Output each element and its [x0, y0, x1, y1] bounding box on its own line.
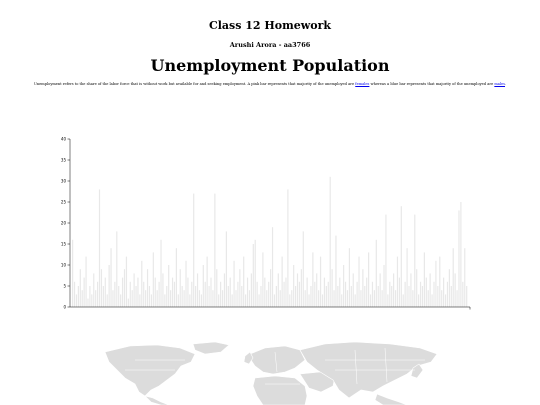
bar: [134, 273, 135, 307]
bar: [299, 282, 300, 307]
description-text-before: Unemployment refers to the share of the labor force that is without work but available for and seeking employment. A pink bar represents that majority of the unemployed are: [33, 82, 356, 86]
bar: [255, 240, 256, 307]
bar: [180, 269, 181, 307]
bar: [137, 278, 138, 307]
bar: [87, 299, 88, 307]
bar: [378, 286, 379, 307]
bar: [260, 286, 261, 307]
y-tick-label: 30: [60, 178, 66, 184]
bar: [368, 252, 369, 307]
bar: [364, 286, 365, 307]
bar: [285, 278, 286, 307]
bar: [99, 189, 100, 307]
bar: [328, 282, 329, 307]
bar: [458, 210, 459, 307]
bar: [372, 282, 373, 307]
bar: [162, 273, 163, 307]
bar: [130, 282, 131, 307]
bar: [462, 282, 463, 307]
bar: [93, 273, 94, 307]
bar: [272, 227, 273, 307]
bar: [283, 282, 284, 307]
bar: [95, 290, 96, 307]
bar: [120, 294, 121, 307]
bar: [228, 286, 229, 307]
bar: [141, 261, 142, 307]
bar: [191, 282, 192, 307]
y-tick-label: 0: [63, 304, 66, 310]
bar: [268, 282, 269, 307]
bar: [420, 282, 421, 307]
bar: [380, 273, 381, 307]
bar: [239, 269, 240, 307]
bar: [282, 257, 283, 307]
bar: [247, 278, 248, 307]
bar: [159, 282, 160, 307]
bar: [208, 286, 209, 307]
bar: [343, 265, 344, 307]
course-heading: Class 12 Homework: [208, 19, 331, 32]
bar: [312, 252, 313, 307]
bar: [245, 294, 246, 307]
bar: [395, 290, 396, 307]
bar: [280, 290, 281, 307]
bar: [184, 290, 185, 307]
bar: [116, 231, 117, 307]
bar: [389, 282, 390, 307]
bar: [233, 261, 234, 307]
bar: [418, 294, 419, 307]
males-link[interactable]: males: [494, 82, 506, 86]
bar: [249, 290, 250, 307]
bar: [164, 294, 165, 307]
bar: [243, 257, 244, 307]
y-tick-label: 10: [60, 262, 66, 268]
bar: [433, 282, 434, 307]
bar: [445, 294, 446, 307]
bar: [218, 294, 219, 307]
bar: [360, 290, 361, 307]
y-tick-label: 15: [60, 241, 66, 247]
bar: [307, 278, 308, 307]
bar: [414, 215, 415, 307]
bar: [97, 282, 98, 307]
bar: [383, 265, 384, 307]
bar: [366, 278, 367, 307]
bar: [220, 282, 221, 307]
bar: [393, 273, 394, 307]
bar: [466, 286, 467, 307]
bar: [351, 286, 352, 307]
bar: [74, 282, 75, 307]
bar: [203, 265, 204, 307]
y-axis: [61, 136, 70, 309]
description-text-middle: whereas a blue bar represents that majority of the unemployed are: [369, 82, 495, 86]
bar: [253, 244, 254, 307]
bar: [212, 290, 213, 307]
bar: [297, 273, 298, 307]
bar: [176, 248, 177, 307]
bar: [266, 290, 267, 307]
bar: [447, 282, 448, 307]
bar: [347, 290, 348, 307]
bar: [428, 290, 429, 307]
bar: [293, 265, 294, 307]
bar: [401, 206, 402, 307]
bar: [258, 294, 259, 307]
bar: [110, 248, 111, 307]
bar: [391, 286, 392, 307]
bar: [439, 257, 440, 307]
bar: [399, 278, 400, 307]
bar: [157, 290, 158, 307]
bar: [214, 194, 215, 307]
y-tick-label: 35: [60, 157, 66, 163]
bar: [376, 240, 377, 307]
bar: [151, 294, 152, 307]
bar: [160, 240, 161, 307]
bar: [308, 294, 309, 307]
bar: [187, 278, 188, 307]
y-tick-label: 20: [60, 220, 66, 226]
bar: [91, 294, 92, 307]
bar: [189, 294, 190, 307]
bar: [387, 294, 388, 307]
bar: [295, 286, 296, 307]
bar: [430, 273, 431, 307]
bar: [408, 286, 409, 307]
bar: [322, 294, 323, 307]
bar: [326, 286, 327, 307]
bar: [305, 290, 306, 307]
bar: [124, 269, 125, 307]
bar: [170, 290, 171, 307]
bar: [451, 286, 452, 307]
bar: [103, 286, 104, 307]
bar: [235, 290, 236, 307]
bar: [226, 231, 227, 307]
bar: [289, 294, 290, 307]
bar: [453, 248, 454, 307]
bar: [410, 273, 411, 307]
bar: [274, 294, 275, 307]
y-tick-label: 40: [60, 136, 66, 142]
bar: [449, 269, 450, 307]
bar: [455, 273, 456, 307]
bar: [132, 290, 133, 307]
bar: [382, 290, 383, 307]
bar: [287, 189, 288, 307]
description-text-after: .: [505, 82, 507, 86]
bar: [412, 290, 413, 307]
bar: [464, 248, 465, 307]
southeast-asia-region: [375, 394, 407, 405]
bar: [405, 282, 406, 307]
bar: [431, 294, 432, 307]
bar: [251, 273, 252, 307]
bar: [264, 278, 265, 307]
bar: [397, 257, 398, 307]
bar: [195, 286, 196, 307]
bar: [185, 261, 186, 307]
bar: [353, 273, 354, 307]
bar: [114, 282, 115, 307]
bar: [112, 290, 113, 307]
bar: [107, 294, 108, 307]
bar: [456, 290, 457, 307]
bar: [435, 261, 436, 307]
bar: [126, 257, 127, 307]
bar: [199, 290, 200, 307]
page-title: Unemployment Population: [150, 56, 390, 75]
bar: [374, 290, 375, 307]
bar: [349, 248, 350, 307]
bar: [270, 269, 271, 307]
bar: [301, 269, 302, 307]
bar: [182, 286, 183, 307]
bar: [178, 294, 179, 307]
bar: [109, 265, 110, 307]
bar: [135, 286, 136, 307]
bar: [78, 286, 79, 307]
north-america-region: [105, 345, 195, 396]
bar: [128, 299, 129, 307]
bar: [426, 278, 427, 307]
bar: [145, 290, 146, 307]
bar: [406, 248, 407, 307]
bar: [337, 286, 338, 307]
bar: [166, 286, 167, 307]
bar: [262, 252, 263, 307]
bar: [207, 257, 208, 307]
bar: [320, 257, 321, 307]
bar: [443, 278, 444, 307]
bar: [303, 231, 304, 307]
bar: [370, 294, 371, 307]
bar: [197, 273, 198, 307]
bar: [355, 294, 356, 307]
bar: [335, 236, 336, 307]
bar: [291, 290, 292, 307]
bar: [82, 290, 83, 307]
bar: [193, 194, 194, 307]
bar: [168, 265, 169, 307]
bar: [216, 269, 217, 307]
bar: [362, 269, 363, 307]
bar: [76, 294, 77, 307]
bar: [358, 257, 359, 307]
bar-group: [72, 177, 467, 307]
bar: [153, 252, 154, 307]
bar: [314, 282, 315, 307]
bar: [72, 240, 73, 307]
bar: [80, 269, 81, 307]
bar: [441, 290, 442, 307]
bar: [147, 269, 148, 307]
bar: [385, 215, 386, 307]
bar: [118, 286, 119, 307]
bar: [460, 202, 461, 307]
bar: [278, 273, 279, 307]
bar: [333, 290, 334, 307]
bar: [85, 257, 86, 307]
bar: [324, 278, 325, 307]
bar: [403, 294, 404, 307]
bar: [237, 282, 238, 307]
bar: [276, 286, 277, 307]
bar: [318, 290, 319, 307]
author-heading: Arushi Arora - aa3766: [229, 41, 311, 49]
bar: [222, 290, 223, 307]
bar: [332, 269, 333, 307]
bar: [139, 294, 140, 307]
bar: [257, 282, 258, 307]
bar: [172, 278, 173, 307]
bar: [149, 286, 150, 307]
bar: [201, 294, 202, 307]
europe-region: [250, 346, 305, 374]
bar: [89, 286, 90, 307]
bar: [230, 278, 231, 307]
bar: [84, 278, 85, 307]
bar: [122, 278, 123, 307]
bar: [232, 294, 233, 307]
bar: [437, 286, 438, 307]
y-tick-label: 25: [60, 199, 66, 205]
bar: [416, 269, 417, 307]
bar: [310, 286, 311, 307]
world-map: [95, 340, 440, 405]
bar: [224, 273, 225, 307]
greenland-region: [193, 342, 229, 354]
bar: [316, 273, 317, 307]
bar: [422, 286, 423, 307]
bar: [357, 282, 358, 307]
bar: [424, 252, 425, 307]
bar: [210, 278, 211, 307]
females-link[interactable]: females: [355, 82, 370, 86]
bar: [155, 278, 156, 307]
africa-region: [253, 376, 307, 405]
bar: [205, 282, 206, 307]
bar: [341, 294, 342, 307]
bar: [339, 278, 340, 307]
bar: [330, 177, 331, 307]
bar: [241, 286, 242, 307]
y-tick-label: 5: [63, 283, 66, 289]
bar: [345, 282, 346, 307]
central-america-region: [145, 396, 169, 405]
bar: [143, 282, 144, 307]
bar: [101, 269, 102, 307]
bar: [174, 282, 175, 307]
bar: [105, 278, 106, 307]
